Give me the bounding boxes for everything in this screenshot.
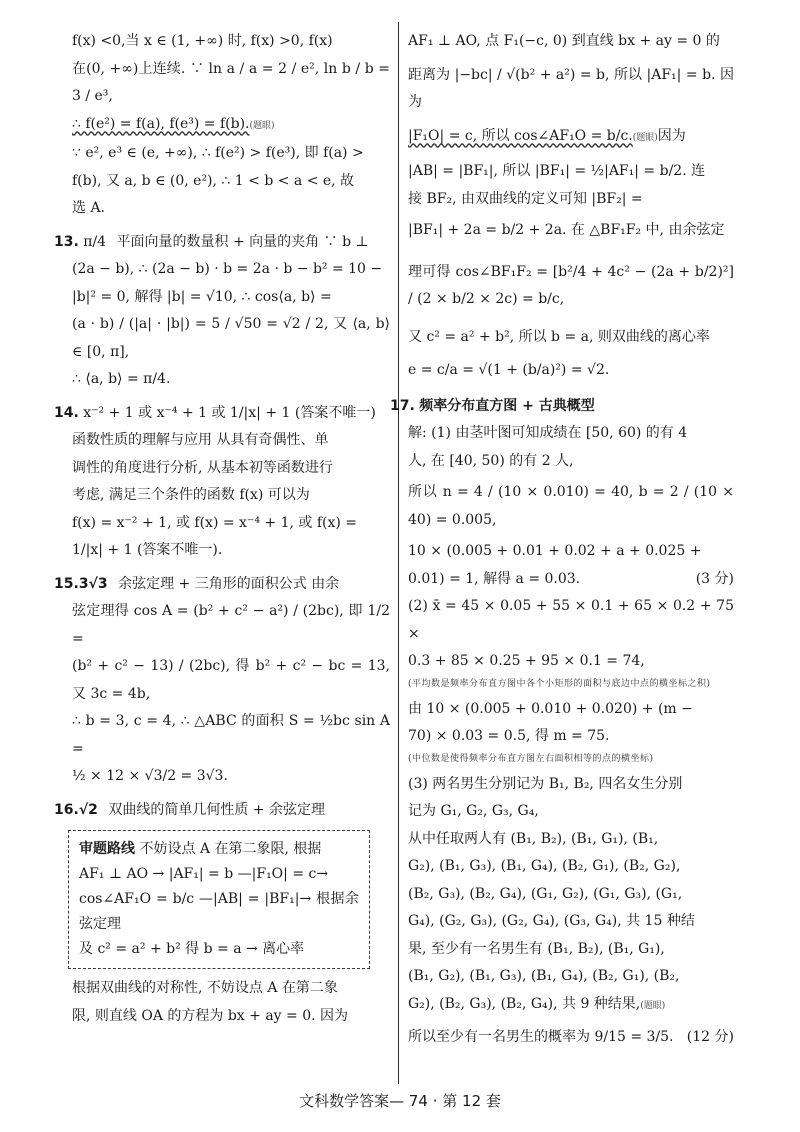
q17-heading [390,393,734,421]
q15-heading [54,571,390,599]
q16-cont-line: 又 c² = a² + b², 所以 b = a, 则双曲线的离心率 [408,328,710,345]
q17-line-with-tag [408,991,734,1021]
q14-line: 函数性质的理解与应用 从具有奇偶性、单 [72,432,329,448]
q15-line: 由余 [311,575,340,592]
q17-line: (3) 两名男生分别记为 B₁, B₂, 四名女生分别 [408,775,683,792]
q17-line: 人, 在 [40, 50) 的有 2 人, [408,452,574,469]
q17-block [390,393,734,1052]
q17-line: (B₁, G₂), (B₁, G₃), (B₁, G₄), (B₂, G₁), (B₂, [408,968,680,984]
left-column [54,28,390,1030]
box-line: AF₁ ⊥ AO → |AF₁| = b —|F₁O| = c→ [79,866,329,882]
q12-key-step: ∴ f(e²) = f(a), f(e³) = f(b). [72,115,250,132]
q16-cont-line: 理可得 cos∠BF₁F₂ = [b²/4 + 4c² − (2a + b/2)²] / (2 × b/2 × 2c) = b/c, [408,263,734,307]
q14-line: 1/|x| + 1 (答案不唯一). [72,542,223,558]
q16-cont-line-with-tag [408,123,734,153]
q15-topic: 余弦定理 + 三角形的面积公式 [118,575,307,592]
q16-continuation [408,28,734,385]
q15-block [54,571,390,791]
q15-line: (b² + c² − 13) / (2bc), 得 b² + c² − bc = 13, 又 3c = 4b, [72,658,390,702]
q16-cont-line: AF₁ ⊥ AO, 点 F₁(−c, 0) 到直线 bx + ay = 0 的 [408,33,720,49]
q16-line: 根据双曲线的对称性, 不妨设点 A 在第二象 [72,980,338,996]
q12-line: f(x) <0,当 x ∈ (1, +∞) 时, f(x) >0, f(x) [72,33,333,49]
right-column [390,28,734,1052]
q16-heading [54,797,390,825]
box-line: 不妨设点 A 在第二象限, 根据 [139,841,322,857]
q12-line: ∵ e², e³ ∈ (e, +∞), ∴ f(e²) > f(e³), 即 f(a) > [72,145,364,161]
q13-heading [54,229,390,257]
q12-line: f(b), 又 a, b ∈ (0, e²), ∴ 1 < b < a < e, 故 [72,172,355,189]
q17-line: 0.3 + 85 × 0.25 + 95 × 0.1 = 74, [408,653,645,669]
solution-route-box [68,830,370,969]
q16-cont-line: |AB| = |BF₁|, 所以 |BF₁| = ½|AF₁| = b/2. 连 [408,163,706,179]
q13-line: |b|² = 0, 解得 |b| = √10, ∴ cos⟨a, b⟩ = [72,288,332,305]
q17-line: 果, 至少有一名男生有 (B₁, B₂), (B₁, G₁), [408,940,665,957]
box-first-line [79,837,359,862]
q15-number: 15. [54,575,79,592]
q16-topic: 双曲线的简单几何性质 + 余弦定理 [108,801,325,818]
q13-topic: 平面向量的数量积 + 向量的夹角 [116,233,320,250]
q17-final: 所以至少有一名男生的概率为 9/15 = 3/5. [408,1029,674,1045]
q14-heading [54,400,390,428]
q17-line-with-score [408,566,734,594]
q16-cont-line: e = c/a = √(1 + (b/a)²) = √2. [408,362,610,378]
q17-line: 记为 G₁, G₂, G₃, G₄, [408,803,539,819]
q17-line: G₂), (B₂, G₃), (B₂, G₄), 共 9 种结果, [408,995,641,1012]
q17-topic: 频率分布直方图 + 古典概型 [419,397,595,414]
q17-median-note: (中位数是使得频率分布直方图左右面积相等的点的横坐标) [408,753,654,764]
q17-final-line [408,1024,734,1052]
q17-line: G₂), (B₁, G₃), (B₁, G₄), (B₂, G₁), (B₂, G₂), [408,858,681,874]
q12-line-with-tag [72,111,390,141]
q17-line: 0.01) = 1, 解得 a = 0.03. [408,570,581,587]
q17-line: 10 × (0.005 + 0.01 + 0.02 + a + 0.025 + [408,543,702,559]
q14-block [54,400,390,565]
q17-line: 由 10 × (0.005 + 0.010 + 0.020) + (m − [408,700,693,717]
q16-block [54,797,390,1031]
column-divider [398,22,399,1084]
q16-answer: √2 [78,801,98,818]
q17-line: 所以 n = 4 / (10 × 0.010) = 40, b = 2 / (10 × 40) = 0.005, [408,484,734,528]
q16-cont-line: |BF₁| + 2a = b/2 + 2a. 在 △BF₁F₂ 中, 由余弦定 [408,222,725,238]
q16-cont-line: 因为 [657,127,686,144]
q17-line: (B₂, G₃), (B₂, G₄), (G₁, G₂), (G₁, G₃), (G₁, [408,885,683,902]
box-line: 及 c² = a² + b² 得 b = a → 离心率 [79,941,305,957]
q13-line: ∵ b ⊥ [323,233,369,250]
q17-score-2: (12 分) [686,1029,734,1045]
q15-line: ∴ b = 3, c = 4, ∴ △ABC 的面积 S = ½bc sin A = [72,713,390,757]
q16-key-step: |F₁O| = c, 所以 cos∠AF₁O = b/c. [408,127,633,144]
q12-continuation [72,28,390,223]
q13-line: (a · b) / (|a| · |b|) = 5 / √50 = √2 / 2, 又 ⟨a, b⟩ ∈ [0, π], [72,316,390,360]
q16-line: 限, 则直线 OA 的方程为 bx + ay = 0. 因为 [72,1007,349,1024]
q17-line: 70) × 0.03 = 0.5, 得 m = 75. [408,728,610,744]
q17-line: G₄), (G₂, G₃), (G₂, G₄), (G₃, G₄), 共 15 种结 [408,913,695,929]
q17-tag: (题眼) [640,1000,666,1011]
q17-line: (2) x̄ = 45 × 0.05 + 55 × 0.1 + 65 × 0.2 + 75 × [408,598,734,642]
q13-line: ∴ ⟨a, b⟩ = π/4. [72,371,171,387]
q13-number: 13. [54,233,79,250]
q15-line: ½ × 12 × √3/2 = 3√3. [72,768,228,784]
q15-answer: 3√3 [78,575,108,592]
q12-tag: (题眼) [249,120,275,131]
page-footer: 文科数学答案— 74 · 第 12 套 [299,1092,501,1110]
q14-answer: x⁻² + 1 或 x⁻⁴ + 1 或 1/|x| + 1 (答案不唯一) [83,404,376,421]
q14-line: f(x) = x⁻² + 1, 或 f(x) = x⁻⁴ + 1, 或 f(x) = [72,514,358,531]
q14-line: 调性的角度进行分析, 从基本初等函数进行 [72,459,333,476]
q17-line: 解: (1) 由茎叶图可知成绩在 [50, 60) 的有 4 [408,425,688,441]
q15-line: 弦定理得 cos A = (b² + c² − a²) / (2bc), 即 1/2 = [72,603,390,647]
q13-answer: π/4 [83,233,107,250]
q12-line: 在(0, +∞)上连续. ∵ ln a / a = 2 / e², ln b / b = 3 / e³, [72,60,390,104]
q16-number: 16. [54,801,79,818]
box-line: cos∠AF₁O = b/c —|AB| = |BF₁|→ 根据余弦定理 [79,891,359,932]
q16-tag: (题眼) [632,132,658,143]
q16-cont-line: 距离为 |−bc| / √(b² + a²) = b, 所以 |AF₁| = b. 因为 [408,66,734,110]
q13-block [54,229,390,394]
q14-number: 14. [54,404,79,421]
q14-line: 考虑, 满足三个条件的函数 f(x) 可以为 [72,487,310,503]
q17-mean-note: (平均数是频率分布直方图中各个小矩形的面积与底边中点的横坐标之积) [408,678,711,689]
q17-line: 从中任取两人有 (B₁, B₂), (B₁, G₁), (B₁, [408,830,659,847]
q16-cont-line: 接 BF₂, 由双曲线的定义可知 |BF₂| = [408,190,643,207]
q17-score-1: (3 分) [695,570,734,587]
box-title: 审题路线 [79,841,135,857]
q13-line: (2a − b), ∴ (2a − b) · b = 2a · b − b² = 10 − [72,261,383,277]
q12-line: 选 A. [72,200,106,216]
q17-number: 17. [390,397,415,414]
